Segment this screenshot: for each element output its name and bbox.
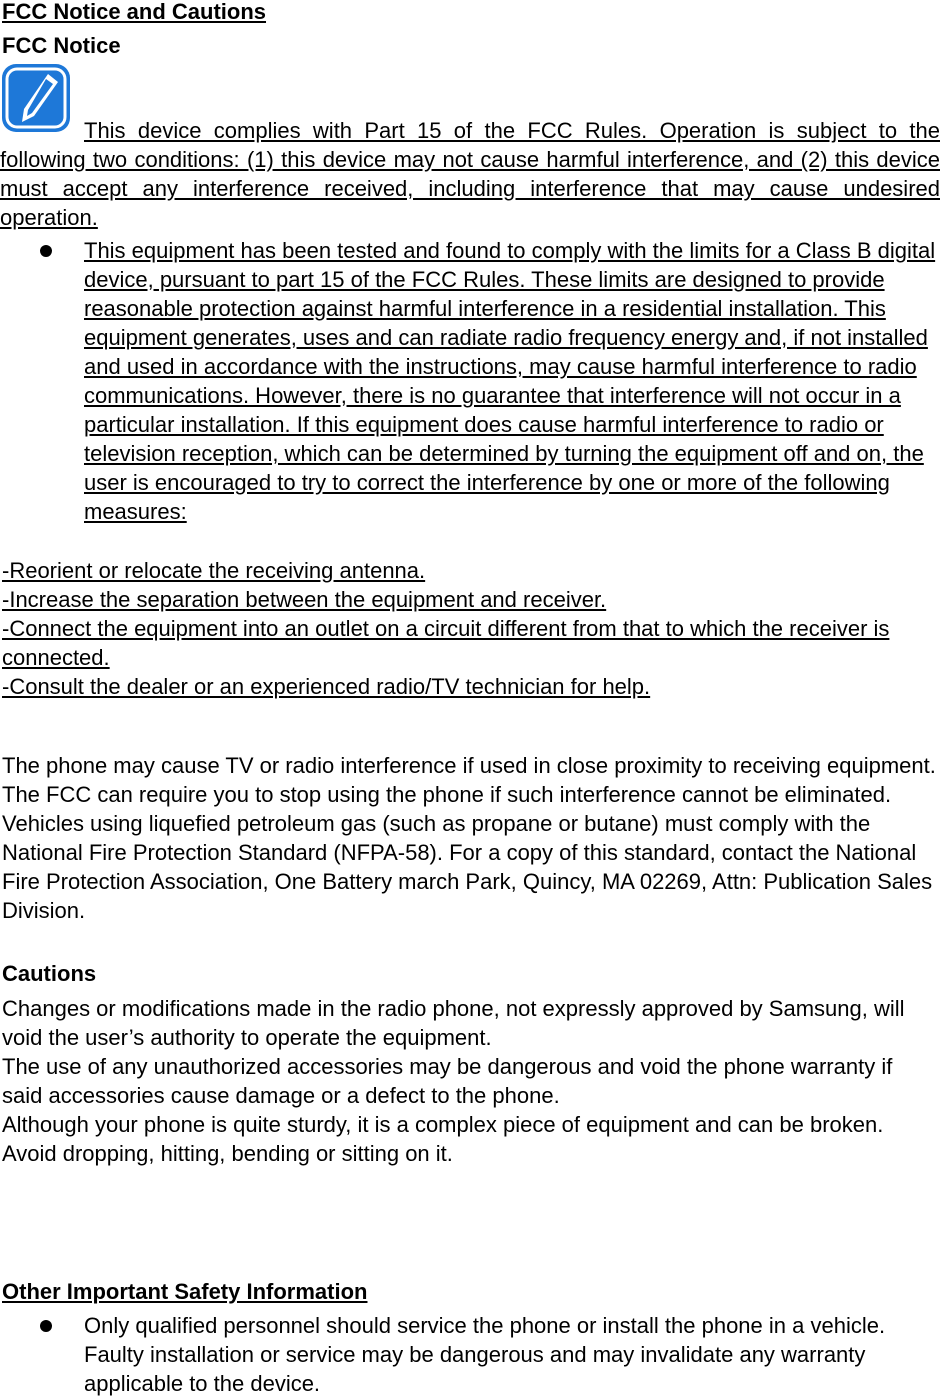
bullet-icon xyxy=(40,245,52,257)
caution-paragraph: Although your phone is quite sturdy, it is a complex piece of equipment and can be broken. Avoid dropping, hitting, bending or sitting on it. xyxy=(2,1112,884,1166)
interference-paragraph: The phone may cause TV or radio interference if used in close proximity to receiving equipment. The FCC can require you to stop using the phone if such interference cannot be eliminated. xyxy=(2,753,936,807)
measure-item: -Consult the dealer or an experienced radio/TV technician for help. xyxy=(2,674,651,699)
class-b-text: This equipment has been tested and found to comply with the limits for a Class B digital device, pursuant to part 15 of the FCC Rules. These limits are designed to provide reasonable protection against harmful interference in a residential installation. This equipment generates, uses and can radiate radio frequency energy and, if not installed and used in accordance with the instructions, may cause harmful interference to radio communications. However, there is no guarantee that interference will not occur in a particular installation. If this equipment does cause harmful interference to radio or television reception, which can be determined by turning the equipment off and on, the user is encouraged to try to correct the interference by one or more of the following measures: xyxy=(84,238,936,524)
fcc-notice-block xyxy=(0,60,940,232)
qualified-personnel-text: Only qualified personnel should service the phone or install the phone in a vehicle. Faulty installation or service may be dangerous and may invalidate any warranty applicable to the device. xyxy=(84,1313,886,1396)
list-item xyxy=(0,1311,940,1398)
other-safety-heading: Other Important Safety Information xyxy=(2,1279,368,1304)
fcc-notice-heading: FCC Notice xyxy=(2,33,121,58)
bullet-icon xyxy=(40,1320,52,1332)
caution-paragraph: Changes or modifications made in the radio phone, not expressly approved by Samsung, will void the user’s authority to operate the equipment. xyxy=(2,996,905,1050)
fcc-bullet-list xyxy=(0,236,940,526)
cautions-section xyxy=(2,994,938,1168)
measures-list xyxy=(2,556,938,701)
fcc-compliance-text: This device complies with Part 15 of the FCC Rules. Operation is subject to the following two conditions: (1) this device may not cause harmful interference, and (2) this device must accept any interference received, including interference that may cause undesired operation. xyxy=(0,118,940,230)
measure-item: -Connect the equipment into an outlet on a circuit different from that to which the receiver is connected. xyxy=(2,616,890,670)
interference-section xyxy=(2,751,938,925)
cautions-heading: Cautions xyxy=(2,961,97,986)
measure-item: -Increase the separation between the equipment and receiver. xyxy=(2,587,607,612)
list-item xyxy=(0,236,940,526)
other-safety-list xyxy=(0,1311,940,1398)
vehicles-paragraph: Vehicles using liquefied petroleum gas (such as propane or butane) must comply with the National Fire Protection Standard (NFPA-58). For a copy of this standard, contact the National Fire Protection Association, One Battery march Park, Quincy, MA 02269, Attn: Publication Sales Division. xyxy=(2,811,933,923)
caution-paragraph: The use of any unauthorized accessories may be dangerous and void the phone warranty if said accessories cause damage or a defect to the phone. xyxy=(2,1054,893,1108)
page-title: FCC Notice and Cautions xyxy=(2,0,267,24)
measure-item: -Reorient or relocate the receiving antenna. xyxy=(2,558,426,583)
note-pencil-icon xyxy=(0,62,72,134)
